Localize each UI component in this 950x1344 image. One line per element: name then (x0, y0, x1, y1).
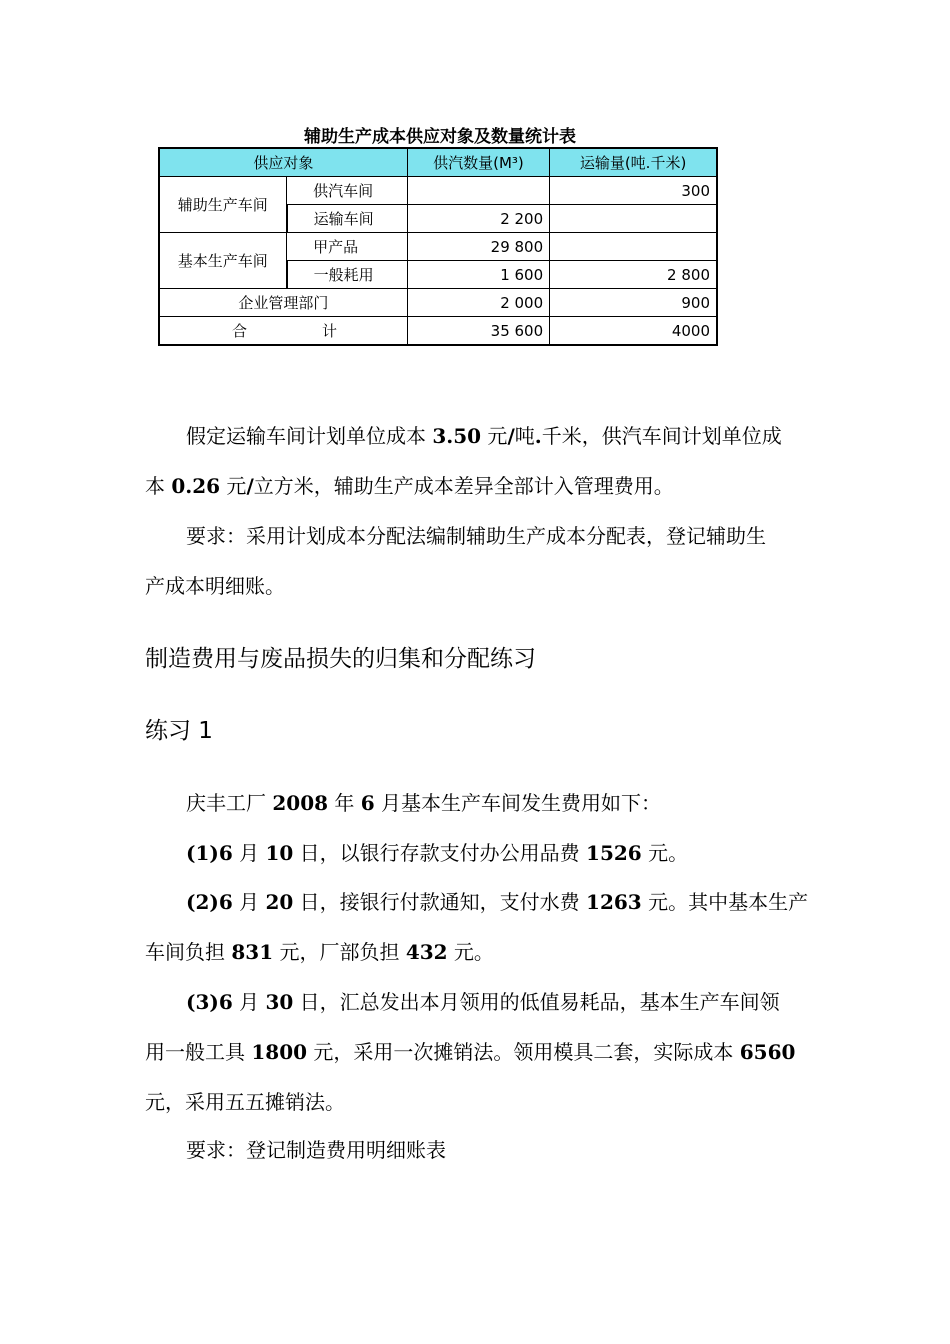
final-requirement: 要求：登记制造费用明细账表 (186, 1138, 446, 1162)
group-basic: 基本生产车间 (159, 233, 287, 289)
cell-steam (407, 177, 549, 205)
item-2-line2: 车间负担 831 元，厂部负担 432 元。 (145, 940, 494, 964)
cell-steam: 35 600 (407, 317, 549, 346)
total-label-a: 合 (232, 322, 248, 340)
item-3-line2: 用一般工具 1800 元，采用一次摊销法。领用模具二套，实际成本 6560 (145, 1040, 796, 1064)
paragraph-requirement-line2: 产成本明细账。 (145, 574, 285, 598)
section-heading: 制造费用与废品损失的归集和分配练习 (145, 646, 536, 672)
row-label: 一般耗用 (287, 261, 408, 289)
cell-steam: 29 800 (407, 233, 549, 261)
row-label: 企业管理部门 (159, 289, 407, 317)
cell-transport: 4000 (550, 317, 717, 346)
supply-stats-table (158, 147, 718, 346)
total-label-b: 计 (322, 322, 338, 340)
row-label: 运输车间 (287, 205, 408, 233)
total-label (159, 317, 407, 346)
item-3-line1: (3)6 月 30 日，汇总发出本月领用的低值易耗品，基本生产车间领 (186, 990, 780, 1014)
cell-steam: 1 600 (407, 261, 549, 289)
exercise-heading: 练习 1 (145, 718, 213, 744)
cell-transport: 2 800 (550, 261, 717, 289)
item-3-line3: 元，采用五五摊销法。 (145, 1090, 345, 1114)
table-header-row (159, 148, 717, 177)
table-title: 辅助生产成本供应对象及数量统计表 (304, 127, 576, 147)
exercise-intro: 庆丰工厂 2008 年 6 月基本生产车间发生费用如下： (186, 791, 662, 815)
cell-transport (550, 205, 717, 233)
item-1: (1)6 月 10 日，以银行存款支付办公用品费 1526 元。 (186, 841, 689, 865)
row-label: 甲产品 (287, 233, 408, 261)
paragraph-assumption-line2: 本 0.26 元/立方米，辅助生产成本差异全部计入管理费用。 (145, 474, 674, 498)
item-2-line1: (2)6 月 20 日，接银行付款通知，支付水费 1263 元。其中基本生产 (186, 890, 809, 914)
header-transport: 运输量(吨.千米) (550, 148, 717, 177)
cell-transport (550, 233, 717, 261)
table-row (159, 233, 717, 261)
cell-steam: 2 200 (407, 205, 549, 233)
table-row (159, 177, 717, 205)
table-total-row (159, 317, 717, 346)
cell-steam: 2 000 (407, 289, 549, 317)
row-label: 供汽车间 (287, 177, 408, 205)
cell-transport: 300 (550, 177, 717, 205)
group-aux: 辅助生产车间 (159, 177, 287, 233)
paragraph-assumption-line1: 假定运输车间计划单位成本 3.50 元/吨.千米，供汽车间计划单位成 (186, 424, 782, 448)
paragraph-requirement-line1: 要求：采用计划成本分配法编制辅助生产成本分配表，登记辅助生 (186, 524, 766, 548)
cell-transport: 900 (550, 289, 717, 317)
table-row (159, 289, 717, 317)
header-steam: 供汽数量(M³) (407, 148, 549, 177)
header-target: 供应对象 (159, 148, 407, 177)
